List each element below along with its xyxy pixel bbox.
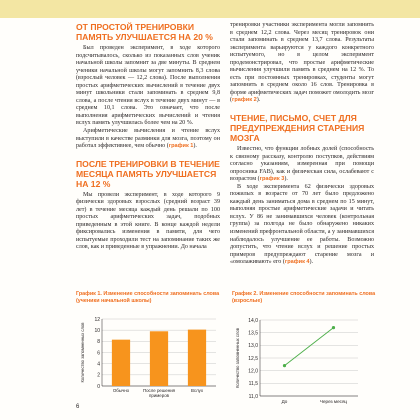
paragraph-warmup	[76, 128, 220, 151]
chart-2-svg	[232, 306, 378, 410]
top-color-band	[0, 0, 420, 18]
chart-1-title: График 1. Изменение способности запоминать слова (ученики начальной школы)	[76, 291, 220, 304]
section-heading-12-percent: ПОСЛЕ ТРЕНИРОВКИ В ТЕЧЕНИЕ МЕСЯЦА ПАМЯТЬ УЛУЧШАЕТСЯ НА 12 %	[76, 158, 220, 189]
chart-1-ytick-2: 4	[97, 361, 100, 368]
chart-1-ytick-4: 8	[97, 339, 100, 346]
chart-1-xtick-0: Обычно	[112, 388, 130, 393]
chart-2-ytick-0: 11,0	[248, 393, 258, 400]
paragraph-continued	[230, 22, 374, 105]
chart-1-block	[76, 291, 222, 398]
page-number: 6	[76, 404, 80, 410]
section-heading-20-percent: ОТ ПРОСТОЙ ТРЕНИРОВКИ ПАМЯТЬ УЛУЧШАЕТСЯ НА 20 %	[76, 22, 213, 42]
chart-2-ytick-4: 13,0	[248, 343, 258, 350]
paragraph-experiment-adults: Мы провели эксперимент, в ходе которого 9 физически здоровых взрослых (средний возраст 39 лет) в течение месяца каждый день решали по 100 простых арифметических задач, подобных приведенным в этой книге. В конце каждой недели фиксировались изменения в памяти, для чего испытуемые проходили тест на запоминание таких же слов, как и приведенные в упражнении. До начала	[76, 191, 220, 251]
reference-chart-2: график 2	[232, 97, 257, 104]
chart-2-xtick-0: До	[281, 399, 288, 404]
chart-1-ylabel: Количество запомненных слов	[80, 322, 85, 383]
left-column	[76, 22, 220, 252]
chart-1-bar-1	[150, 331, 168, 386]
text-continued: тренировки участники эксперимента могли запомнить в среднем 12,2 слова. Через месяц тренировок они стали запоминать в среднем 13,7 слова. Результаты эксперимента варьируются у каждого конкретного испытуемого, но в целом эксперимент продемонстрировал, что простые арифметические вычисления улучшили память в среднем на 12 %. То есть при постоянных тренировках, студенты могут запомнить в среднем около 16 слов. Тренировка в форме арифметических задач поможет омолодить мозг (	[230, 22, 374, 104]
chart-1-ytick-5: 10	[94, 327, 100, 334]
text-warmup: Арифметические вычисления и чтение вслух выступили в качестве разминки для мозга, поэтому он работал эффективнее, чем обычно (	[76, 128, 220, 150]
chart-2-ytick-5: 13,5	[248, 330, 258, 337]
text-continued-end: ).	[256, 97, 261, 104]
reference-chart-1: график 1	[168, 143, 194, 150]
reference-chart-3: график 3	[259, 176, 285, 183]
chart-1-xtick-1: После решения примеров	[142, 388, 176, 398]
chart-1-bar-0	[112, 340, 130, 386]
chart-1-ytick-6: 12	[94, 316, 100, 323]
chart-2-ytick-1: 11,5	[248, 381, 258, 388]
chart-2-block	[232, 291, 378, 404]
chart-1-ytick-3: 6	[97, 350, 100, 357]
chart-2-ytick-3: 12,5	[248, 355, 258, 362]
chart-1-xtick-2: Вслух	[190, 388, 204, 393]
reference-chart-4: график 4	[284, 259, 310, 266]
text-elderly-end: ).	[309, 259, 314, 266]
paragraph-experiment-school: Был проведен эксперимент, в ходе которого подсчитывалось, сколько из показанных слов ученик начальной школы запомнит за две минуты. В среднем ученики начальной школы могут запомнить 8,3 слова (взрослый человек — 12,2 слова). После выполнения простых арифметических вычислений в течение двух минут школьники стали запоминать в среднем 9,8 слова, а после чтения вслух в течение двух минут — в среднем 10,1 слова. Это означает, что после выполнения арифметических вычислений и чтения вслух память улучшилась более чем на 20 %.	[76, 45, 220, 127]
chart-2-ytick-2: 12,0	[248, 368, 258, 375]
chart-2-point-1	[332, 326, 335, 329]
text-warmup-end: ).	[193, 143, 197, 150]
paragraph-frontal-lobes	[230, 146, 374, 184]
text-frontal: Известно, что функции лобных долей (способность к связному рассказу, контролю поступков, действиям согласно указаниям, измеренная при помощи опросника FAB), как и физическая сила, ослабевают с возрастом (	[230, 146, 374, 183]
chart-2-series-line	[285, 328, 334, 366]
chart-2-xtick-1: Через месяц	[319, 399, 348, 404]
text-frontal-end: ).	[284, 176, 288, 183]
right-column	[230, 22, 374, 267]
chart-1-ytick-0: 0	[97, 383, 100, 390]
chart-1-bar-2	[188, 330, 206, 386]
chart-1-svg	[76, 313, 222, 409]
section-heading-brain-aging: ЧТЕНИЕ, ПИСЬМО, СЧЕТ ДЛЯ ПРЕДУПРЕЖДЕНИЯ СТАРЕНИЯ МОЗГА	[230, 113, 365, 144]
chart-1-ytick-1: 2	[97, 372, 100, 379]
paragraph-elderly-experiment	[230, 184, 374, 267]
chart-2-ytick-6: 14,0	[248, 317, 258, 324]
chart-2-ylabel: Количество запомненных слов	[235, 327, 240, 389]
chart-2-point-0	[283, 364, 286, 367]
text-elderly: В ходе эксперимента 62 физически здоровых пожилых в возрасте от 70 лет было предложено каждый день заниматься дома в среднем по 15 минут, выполняя простые арифметические задачи и читать вслух. У 86 не занимавшихся человек (контрольная группа) за полгода не было обнаружено никаких изменений префронтальной области, а у занимавшихся наблюдалось улучшение ее работы. Возможно допустить, что чтение вслух и решение простых примеров предупреждают старение мозга и «омолаживают» его (	[230, 183, 374, 266]
chart-2-title: График 2. Изменение способности запоминать слова (взрослые)	[232, 291, 376, 304]
